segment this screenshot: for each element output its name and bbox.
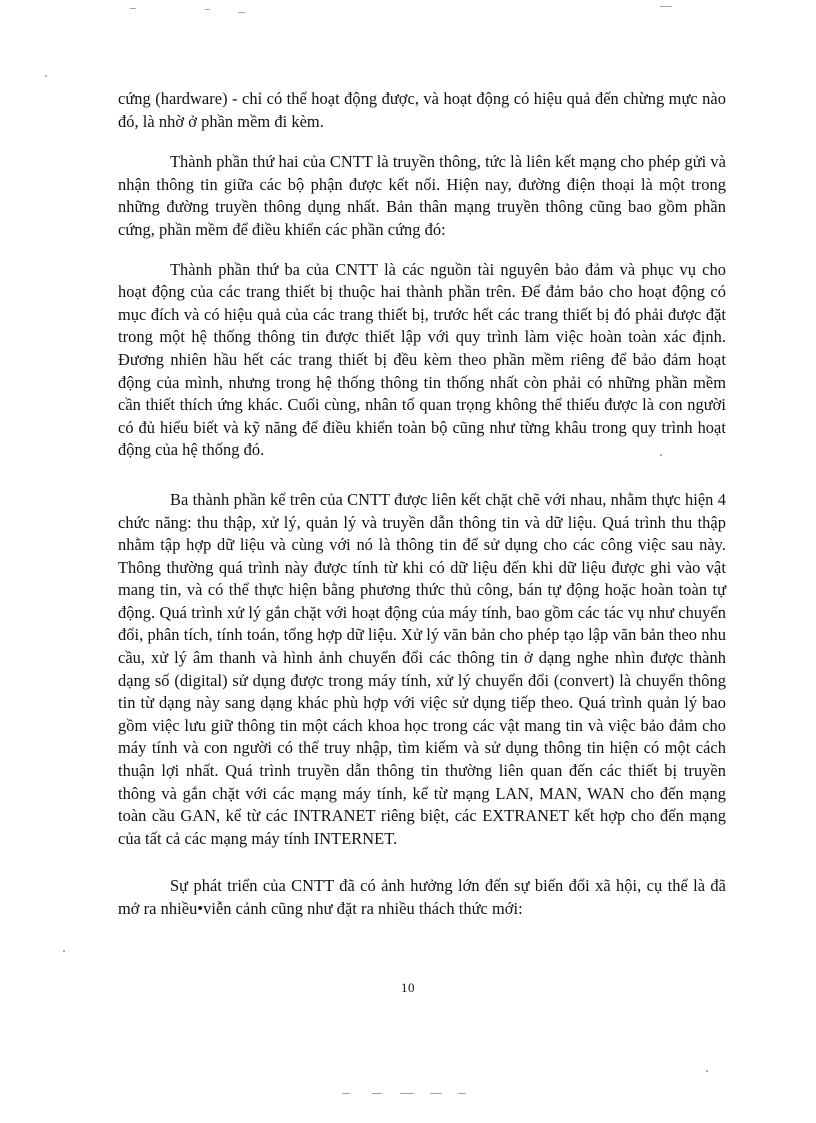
scan-artifact-left-1	[45, 75, 47, 77]
scan-artifact-bottom-1	[342, 1093, 350, 1094]
scan-artifact-right-2	[706, 1070, 708, 1072]
scan-artifact-top-4	[660, 6, 672, 7]
scan-artifact-top-3	[238, 12, 245, 13]
paragraph-four-functions: Ba thành phần kể trên của CNTT được liên kết chặt chẽ với nhau, nhằm thực hiện 4 chức năng: thu thập, xử lý, quản lý và truyền dẫn thông tin và dữ liệu. Quá trình thu thập nhằm tập hợp dữ liệu và cùng với nó là thông tin để sử dụng cho các công việc sau này. Thông thường quá trình này được tính từ khi có dữ liệu đến khi dữ liệu được ghi vào vật mang tin, và có thể thực hiện bằng phương thức thủ công, bán tự động hoặc hoàn toàn tự động. Quá trình xử lý gắn chặt với hoạt động của máy tính, bao gồm các tác vụ như chuyển đổi, phân tích, tính toán, tổng hợp dữ liệu. Xử lý văn bản cho phép tạo lập văn bản theo nhu cầu, xử lý âm thanh và hình ảnh chuyển đổi các thông tin ở dạng nghe nhìn được thành dạng số (digital) sử dụng được trong máy tính, xử lý chuyển đổi (convert) là chuyển thông tin từ dạng này sang dạng khác phù hợp với việc sử dụng tiếp theo. Quá trình quản lý bao gồm việc lưu giữ thông tin một cách khoa học trong các vật mang tin và việc bảo đảm cho máy tính và con người có thể truy nhập, tìm kiếm và sử dụng thông tin hiện có một cách thuận lợi nhất. Quá trình truyền dẫn thông tin thường liên quan đến các thiết bị truyền thông và gắn chặt với các mạng máy tính, kể từ mạng LAN, MAN, WAN cho đến mạng toàn cầu GAN, kể từ các INTRANET riêng biệt, các EXTRANET kết hợp cho đến mạng của tất cả các mạng máy tính INTERNET.	[118, 489, 726, 848]
scan-artifact-bottom-4	[430, 1093, 442, 1094]
page-number: 10	[401, 980, 415, 995]
document-body	[118, 88, 726, 921]
scan-artifact-top-1	[130, 8, 136, 9]
scan-artifact-bottom-3	[400, 1093, 414, 1094]
scan-artifact-bottom-2	[372, 1093, 382, 1094]
scan-artifact-top-2	[205, 9, 210, 10]
paragraph-hardware-continuation: cứng (hardware) - chỉ có thể hoạt động được, và hoạt động có hiệu quả đến chừng mực nào đó, là nhờ ở phần mềm đi kèm.	[118, 89, 726, 131]
paragraph-second-component: Thành phần thứ hai của CNTT là truyền thông, tức là liên kết mạng cho phép gửi và nhận thông tin giữa các bộ phận được kết nối. Hiện nay, đường điện thoại là một trong những đường truyền thông dụng nhất. Bản thân mạng truyền thông cũng bao gồm phần cứng, phần mềm để điều khiển các phần cứng đó:	[118, 152, 726, 239]
paragraph-social-impact: Sự phát triển của CNTT đã có ảnh hưởng lớn đến sự biến đổi xã hội, cụ thể là đã mở ra nhiều•viễn cảnh cũng như đặt ra nhiều thách thức mới:	[118, 876, 726, 918]
paragraph-third-component: Thành phần thứ ba của CNTT là các nguồn tài nguyên bảo đảm và phục vụ cho hoạt động của các trang thiết bị thuộc hai thành phần trên. Để đảm bảo cho hoạt động có mục đích và có hiệu quả của các trang thiết bị, trước hết các trang thiết bị đó phải được đặt trong một hệ thống thông tin được thiết lập với quy trình làm việc hoàn toàn xác định. Đương nhiên hầu hết các trang thiết bị đều kèm theo phần mềm riêng để bảo đảm hoạt động của mình, nhưng trong hệ thống thông tin thống nhất còn phải có những phần mềm cần thiết thích ứng khác. Cuối cùng, nhân tố quan trọng không thể thiếu được là con người có đủ hiểu biết và kỹ năng để điều khiển toàn bộ cũng như từng khâu trong quy trình hoạt động của hệ thống đó.	[118, 259, 726, 460]
scan-artifact-left-2	[63, 950, 65, 952]
scan-artifact-bottom-5	[458, 1093, 466, 1094]
